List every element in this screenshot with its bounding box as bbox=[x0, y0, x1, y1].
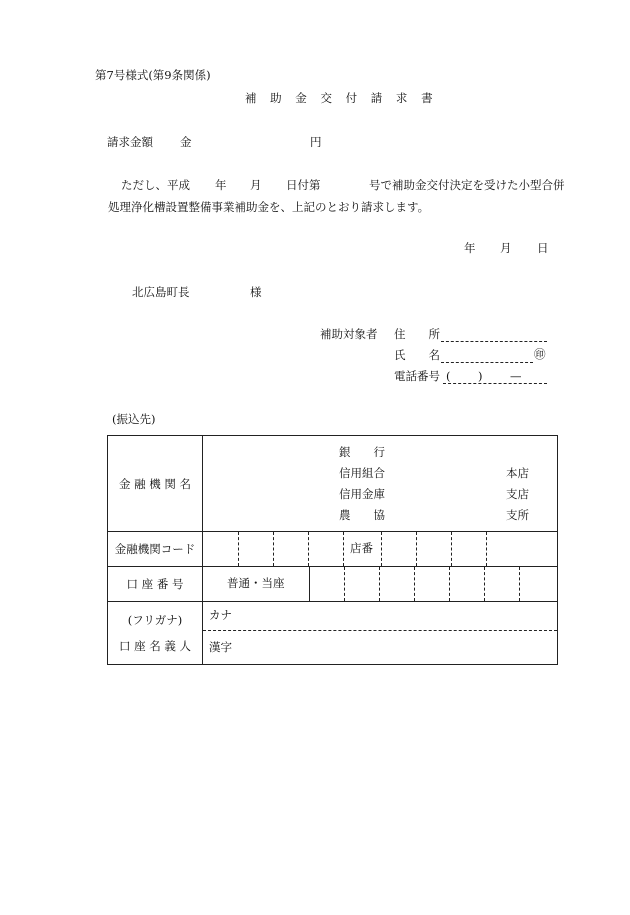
code-label-cell bbox=[108, 532, 203, 567]
bank-table bbox=[107, 435, 558, 665]
address-label: 住 所 bbox=[394, 327, 440, 341]
account-digit-divider bbox=[519, 567, 520, 601]
code-digit-divider bbox=[343, 532, 344, 566]
branch-branch: 支店 bbox=[506, 487, 529, 501]
branch-office: 支所 bbox=[506, 508, 529, 522]
branch-number-label: 店番 bbox=[350, 541, 373, 555]
account-label-cell bbox=[108, 567, 203, 602]
transfer-label: (振込先) bbox=[112, 412, 156, 426]
code-cell[interactable] bbox=[203, 532, 558, 567]
phone-paren-open: ( bbox=[446, 369, 451, 383]
account-digit-divider bbox=[484, 567, 485, 601]
page-title: 補 助 金 交 付 請 求 書 bbox=[245, 91, 438, 105]
code-digit-divider bbox=[238, 532, 239, 566]
addressee-name: 北広島町長 bbox=[132, 285, 190, 299]
holder-kana-label: (フリガナ) bbox=[127, 613, 183, 627]
applicant-label: 補助対象者 bbox=[320, 327, 378, 341]
phone-label: 電話番号 bbox=[394, 369, 440, 383]
type-shinkin: 信用金庫 bbox=[339, 487, 385, 501]
phone-paren-close: ) bbox=[478, 369, 483, 383]
holder-cell[interactable] bbox=[203, 602, 558, 665]
body-month: 月 bbox=[250, 178, 262, 192]
form-number: 第7号様式(第9条関係) bbox=[95, 68, 211, 82]
kanji-label: 漢字 bbox=[209, 640, 232, 654]
date-month: 月 bbox=[500, 241, 512, 255]
name-field[interactable] bbox=[441, 362, 533, 363]
holder-label: 口 座 名 義 人 bbox=[118, 639, 192, 653]
code-digit-divider bbox=[308, 532, 309, 566]
phone-dash: — bbox=[510, 369, 522, 383]
body-prefix: ただし、平成 bbox=[121, 178, 190, 192]
holder-label-cell bbox=[108, 602, 203, 665]
account-type: 普通・当座 bbox=[227, 576, 285, 590]
type-credit-union: 信用組合 bbox=[339, 466, 385, 480]
address-field[interactable] bbox=[441, 341, 547, 342]
seal-mark: ㊞ bbox=[534, 347, 546, 361]
body-suffix: 号で補助金交付決定を受けた小型合併 bbox=[369, 178, 565, 192]
account-digit-divider bbox=[414, 567, 415, 601]
addressee-honorific: 様 bbox=[250, 285, 262, 299]
institution-cell[interactable] bbox=[203, 436, 558, 532]
branch-digit-divider bbox=[381, 532, 382, 566]
institution-label-cell bbox=[108, 436, 203, 532]
code-digit-divider bbox=[273, 532, 274, 566]
account-type-divider bbox=[309, 567, 310, 601]
branch-digit-divider bbox=[416, 532, 417, 566]
amount-yen: 円 bbox=[310, 135, 322, 149]
branch-main: 本店 bbox=[506, 466, 529, 480]
kana-kanji-divider bbox=[203, 630, 557, 631]
body-year: 年 bbox=[215, 178, 227, 192]
branch-digit-divider bbox=[486, 532, 487, 566]
body-date-no: 日付第 bbox=[286, 178, 321, 192]
amount-label: 請求金額 bbox=[107, 135, 153, 149]
name-label: 氏 名 bbox=[394, 348, 440, 362]
account-cell[interactable] bbox=[203, 567, 558, 602]
type-ja: 農 協 bbox=[339, 508, 385, 522]
account-number-label: 口 座 番 号 bbox=[126, 577, 184, 591]
phone-field[interactable] bbox=[443, 383, 547, 384]
account-digit-divider bbox=[449, 567, 450, 601]
code-label: 金融機関コード bbox=[114, 542, 196, 556]
amount-kin: 金 bbox=[180, 135, 192, 149]
date-year: 年 bbox=[464, 241, 476, 255]
type-bank: 銀 行 bbox=[339, 445, 385, 459]
institution-label: 金 融 機 関 名 bbox=[118, 476, 192, 491]
account-digit-divider bbox=[379, 567, 380, 601]
branch-digit-divider bbox=[451, 532, 452, 566]
account-digit-divider bbox=[344, 567, 345, 601]
kana-label: カナ bbox=[209, 608, 232, 622]
body-line2: 処理浄化槽設置整備事業補助金を、上記のとおり請求します。 bbox=[108, 200, 430, 214]
date-day: 日 bbox=[537, 241, 549, 255]
